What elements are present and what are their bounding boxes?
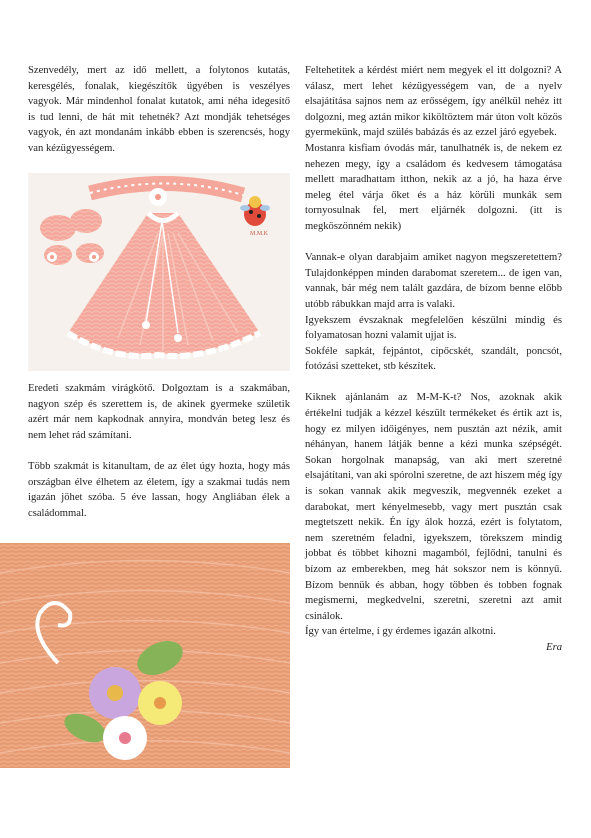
paragraph-seasons: Igyekszem évszaknak megfelelően készülni mindig és folyamatosan hozni valamit ujjat is. <box>305 314 562 342</box>
yellow-flower-icon <box>138 681 182 725</box>
purple-flower-icon <box>89 667 141 719</box>
paragraph-favorites: Vannak-e olyan darabjaim amiket nagyon megszeretettem? Tulajdonképpen minden darabomat szeretem... de igen van, vannak, bár még nem talált gazdára, de bízom benne előbb utóbb rábukkan majd arra is valaki. <box>305 252 562 310</box>
baby-set-illustration <box>28 173 290 371</box>
paragraph-england: Több szakmát is kitanultam, de az élet úgy hozta, hogy más országban élve élhetem az életem, így a szakmai tudás nem igazán jöhet szóba. 5 éve lassan, hogy Angliában élek a családommal. <box>28 460 290 519</box>
watermark-text: M.M.K <box>250 231 269 237</box>
white-flower-icon <box>103 716 147 760</box>
left-column-body <box>28 381 290 521</box>
paragraph-son: Mostanra kisfiam óvodás már, tanulhatnék is, de nekem ez nehezen megy, így a családom és kedvesem támogatása mellett maradhattam itthon, nekik az a jó, ha haza érve meleg étel várja őket és a ház körüli munkák sem tornyosulnak fel, mert eljárnék dolgozni. (itt is megköszönném nekik) <box>305 142 562 232</box>
paragraph-recommend: Kiknek ajánlanám az M-M-K-t? Nos, azoknak akik értékelni tudják a kézzel készült termékeket és értik azt is, hogy ez milyen időigényes, nem pusztán azt nézik, amit néhányan, hanem látják benne a kézi munka szépségét. Sokan horgolnak manapság, van aki mert szeretné elsajátítani, van aki spórolni szeretne, de azt hiszem még így is sokan vannak akik megveszik, megvennék ezeket a darabokat, mert kényelmesebb, vagy mert pusztán csak megtetszett nekik. Én így álok hozzá, ezért is folytatom, nem szeretném feladni, igyekszem, törekszem mindig jobbat és többet kihozni magamból, fejlődni, tanulni és bízom az emberekben, meg hát sokszor nem is könnyű. Bízom bennük és abban, hogy többen és tobben fognak megismerni, megkedvelni, szeretni, szeretni azt amit csinálok. <box>305 392 562 622</box>
baby-set-photo <box>28 173 290 371</box>
tassel-icon <box>142 321 150 329</box>
paragraph-products: Sokféle sapkát, fejpántot, cipőcskét, szandált, poncsót, fotózási szetteket, stb készítek. <box>305 345 562 373</box>
crochet-hat-illustration <box>0 543 290 768</box>
paragraph-profession: Eredeti szakmám virágkötő. Dolgoztam is a szakmában, nagyon szép és szerettem is, de akinek gyermeke születik azért már nem kapkodnak annyira, mondván beteg lesz és nem lehet rád számítani. <box>28 383 290 441</box>
signature: Era <box>546 641 562 653</box>
hat-photo <box>0 543 290 768</box>
paragraph-question: Feltehetitek a kérdést miért nem megyek el itt dolgozni? A válasz, mert lehet kézügyességem van, de a nyelv elsajátítása sajnos nem az erősségem, így anélkül nehéz itt dolgozni, meg aztán mikor kiköltöztem már úton volt közös gyermekünk, majd szülés babázás és az ezzel járó egyebek. <box>305 65 562 139</box>
paragraph-closing: Így van értelme, í gy érdemes igazán alkotni. <box>305 626 496 638</box>
intro-paragraph: Szenvedély, mert az idő mellett, a folytonos kutatás, keresgélés, fonalak, kiegészítők ügyében is veszélyes vagyok. Már mindenhol fonalat kutatok, ami néha idegesítő is tud lenni, de hát mit tehetnék? Azt mondják tehetséges vagyok, én azt mondanám inkább ebben is szerencsés, hogy van kézügyességem. <box>28 65 290 154</box>
left-column-intro <box>28 63 290 157</box>
headband-flower-icon <box>149 188 167 206</box>
right-column <box>305 63 562 656</box>
